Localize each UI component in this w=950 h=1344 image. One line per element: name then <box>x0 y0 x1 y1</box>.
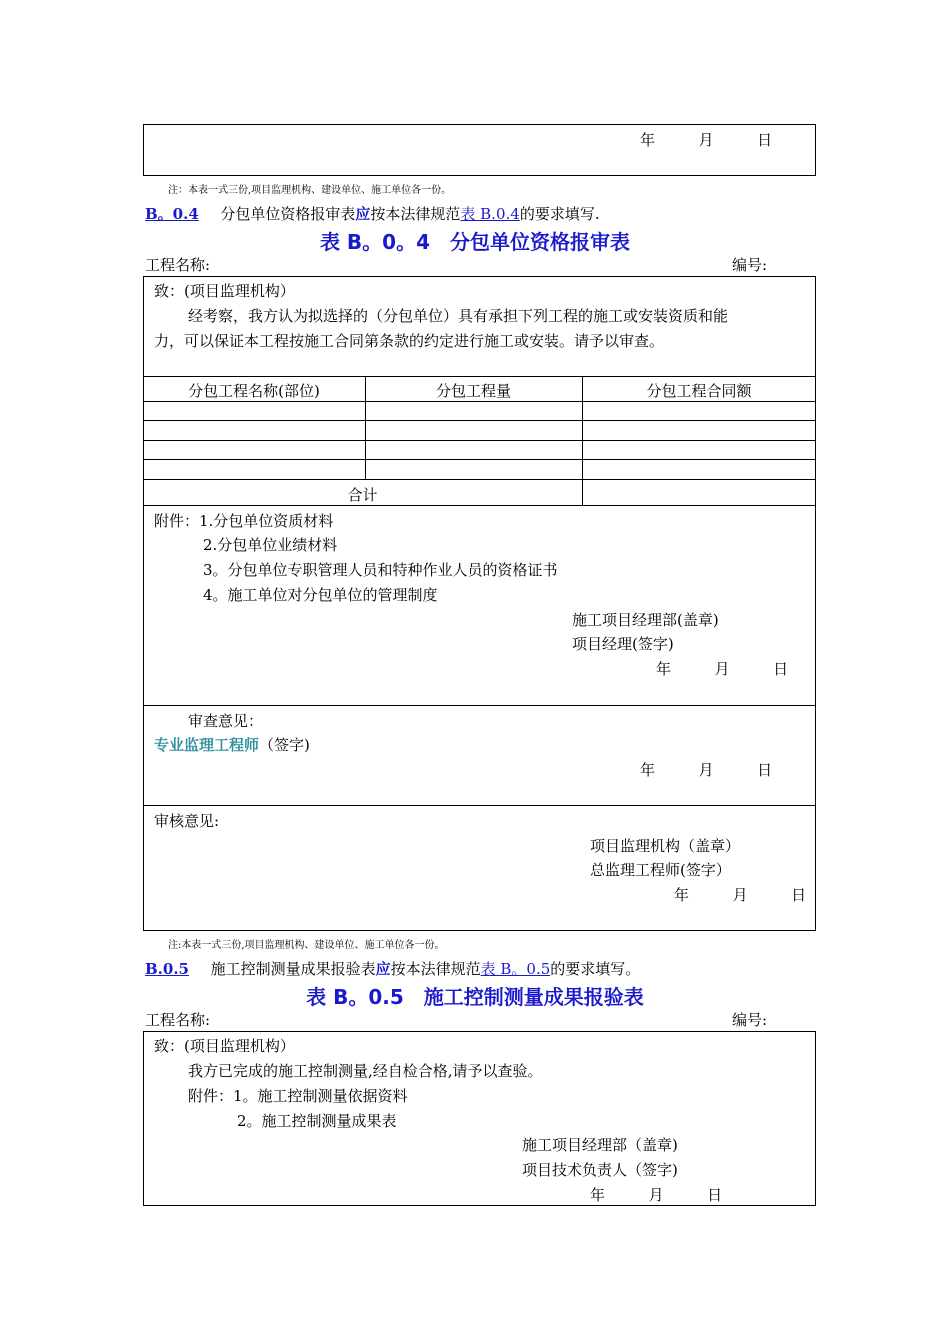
b04-body-line-2: 力，可以保证本工程按施工合同第条款的约定进行施工或安装。请予以审查。 <box>154 332 665 350</box>
b05-date: 年 月 日 <box>590 1186 723 1204</box>
table-header-quantity: 分包工程量 <box>435 382 511 400</box>
table-top-line <box>143 376 816 377</box>
b05-reference-line: B.0.5 施工控制测量成果报验表应按本法律规范表 B。0.5的要求填写。 <box>145 960 641 978</box>
b05-body-line-1: 我方已完成的施工控制测量,经自检合格,请予以查验。 <box>188 1062 543 1080</box>
b04-project-name-label: 工程名称: <box>145 256 211 274</box>
b04-title: 表 B。0。4 分包单位资格报审表 <box>319 230 631 254</box>
b04-engineer-line: 专业监理工程师（签字) <box>154 736 310 754</box>
b04-reference-line: B。0.4 分包单位资格报审表应按本法律规范表 B.0.4的要求填写. <box>145 205 600 223</box>
b04-sign-manager: 项目经理(签字) <box>572 635 674 653</box>
b04-audit-chief: 总监理工程师(签字） <box>590 861 731 879</box>
table-row-line <box>143 459 816 460</box>
b04-audit-org: 项目监理机构（盖章） <box>590 837 741 855</box>
table-header-amount: 分包工程合同额 <box>646 382 752 400</box>
b04-body-line-1: 经考察，我方认为拟选择的（分包单位）具有承担下列工程的施工或安装资质和能 <box>188 307 729 325</box>
b05-project-name-label: 工程名称: <box>145 1011 211 1029</box>
b05-attach-1: 附件：1。施工控制测量依据资料 <box>188 1087 408 1105</box>
b04-attach-2: 2.分包单位业绩材料 <box>203 536 338 554</box>
b04-attach-4: 4。施工单位对分包单位的管理制度 <box>203 586 438 604</box>
b05-number-label: 编号: <box>732 1011 768 1029</box>
b05-to-line: 致：(项目监理机构） <box>154 1037 295 1055</box>
b04-ref-label[interactable]: B。0.4 <box>145 205 199 223</box>
b05-sign-tech: 项目技术负责人（签字) <box>522 1161 678 1179</box>
b05-ref-label[interactable]: B.0.5 <box>145 960 189 978</box>
table-row-line <box>143 440 816 441</box>
top-date: 年 月 日 <box>640 131 773 149</box>
b05-sign-dept: 施工项目经理部（盖章) <box>522 1136 678 1154</box>
section-divider <box>143 705 816 706</box>
b04-review-date: 年 月 日 <box>640 761 773 779</box>
table-row-line <box>143 420 816 421</box>
table-header-name: 分包工程名称(部位) <box>188 382 320 400</box>
table-total-label: 合计 <box>347 486 378 504</box>
b04-sign-dept: 施工项目经理部(盖章) <box>572 611 719 629</box>
b04-audit-date: 年 月 日 <box>674 886 807 904</box>
section-divider <box>143 805 816 806</box>
b05-title: 表 B。0.5 施工控制测量成果报验表 <box>306 985 644 1009</box>
b04-date: 年 月 日 <box>656 660 789 678</box>
b05-ref-link[interactable]: 表 B。0.5 <box>480 960 551 978</box>
b04-attach-3: 3。分包单位专职管理人员和特种作业人员的资格证书 <box>203 561 558 579</box>
table-row-line <box>143 401 816 402</box>
b05-attach-2: 2。施工控制测量成果表 <box>237 1112 397 1130</box>
b04-ref-link[interactable]: 表 B.0.4 <box>460 205 520 223</box>
note-1: 注：本表一式三份,项目监理机构、建设单位、施工单位各一份。 <box>168 185 452 196</box>
table-bottom-line <box>143 505 816 506</box>
note-2: 注:本表一式三份,项目监理机构、建设单位、施工单位各一份。 <box>168 940 445 951</box>
b04-audit-label: 审核意见: <box>154 812 220 830</box>
b04-engineer-bold: 专业监理工程师 <box>154 736 260 754</box>
b04-number-label: 编号: <box>732 256 768 274</box>
table-row-line <box>143 479 816 480</box>
b04-to-line: 致：(项目监理机构） <box>154 282 295 300</box>
b04-attach-title: 附件：1.分包单位资质材料 <box>154 512 334 530</box>
b04-review-label: 审查意见： <box>188 712 264 730</box>
